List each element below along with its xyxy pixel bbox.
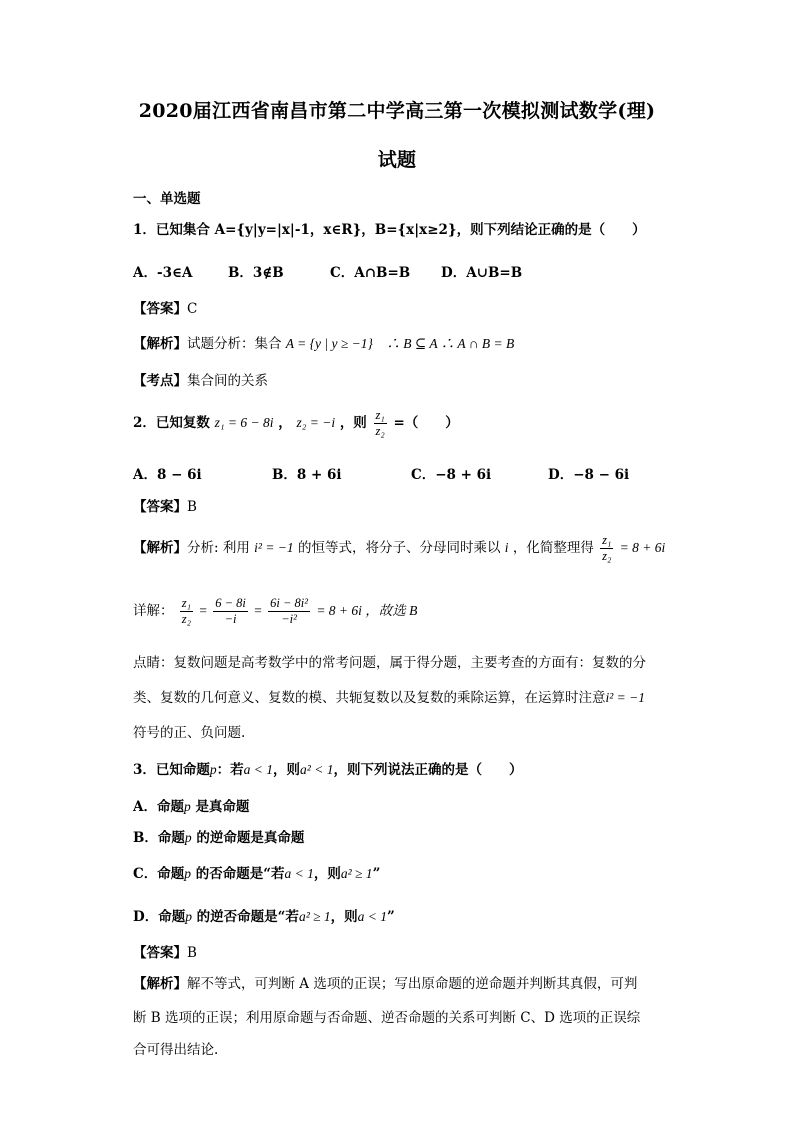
q2-detail-frac1-den: z₂ bbox=[181, 612, 192, 626]
q2-note-line3: 符号的正、负问题. bbox=[133, 725, 246, 741]
analysis-tag: 【解析】 bbox=[133, 336, 187, 352]
q1-answer-row bbox=[133, 297, 197, 317]
q3-optD-m1: a² ≥ 1 bbox=[298, 909, 331, 924]
q3-analysis-line1 bbox=[133, 972, 637, 992]
q1-kaodian-row bbox=[133, 369, 268, 389]
q2-analysis-i: i bbox=[504, 540, 509, 555]
q3-analysis-line2: 断 B 选项的正误；利用原命题与否命题、逆否命题的关系可判断 C、D 选项的正误综 bbox=[133, 1010, 641, 1026]
q3-m2: a² < 1 bbox=[300, 762, 334, 777]
q3-optD-p: p bbox=[185, 909, 192, 924]
analysis-tag: 【解析】 bbox=[133, 540, 187, 556]
q3-optC-p: p bbox=[184, 866, 191, 881]
q3-optB-a: B．命题 bbox=[133, 830, 185, 846]
q2-analysis-frac-num: z₁ bbox=[602, 533, 612, 547]
q3-optC-a: C．命题 bbox=[133, 866, 185, 882]
q3-optD-d: ” bbox=[387, 909, 395, 925]
q2-note-line1: 点睛：复数问题是高考数学中的常考问题，属于得分题，主要考查的方面有：复数的分 bbox=[133, 655, 646, 671]
q2-analysis-math1: i² = −1 bbox=[254, 540, 294, 555]
q3-stem-b: ：若 bbox=[216, 762, 244, 778]
q2-analysis-fraction bbox=[600, 533, 613, 564]
q2-stem-fraction bbox=[374, 408, 387, 439]
q3-optC-c: ，则 bbox=[313, 866, 341, 882]
q1-answer-value: C bbox=[187, 301, 198, 317]
q3-optB-b: 的逆命题是真命题 bbox=[196, 830, 305, 846]
q3-option-c bbox=[133, 862, 380, 882]
q2-option-a: A．8 − 6i bbox=[133, 467, 202, 483]
q3-answer-row bbox=[133, 941, 197, 961]
q1-stem: 1．已知集合 A={y|y=|x|-1，x∈R}，B={x|x≥2}，则下列结论正确的是（ ） bbox=[133, 222, 646, 238]
q3-optA-a: A．命题 bbox=[133, 799, 184, 815]
q2-analysis-result: = 8 + 6i bbox=[619, 540, 666, 555]
doc-title-line1: 2020届江西省南昌市第二中学高三第一次模拟测试数学(理) bbox=[138, 100, 656, 122]
q2-detail-frac2 bbox=[213, 596, 248, 627]
q2-detail-tail: = 8 + 6i ，故选 B bbox=[316, 603, 418, 618]
q2-stem-frac-den: z₂ bbox=[375, 424, 385, 438]
q2-detail-frac1 bbox=[180, 596, 193, 627]
q1-option-a: A．-3∈A bbox=[133, 265, 193, 281]
q2-analysis-row bbox=[133, 533, 665, 564]
q3-stem bbox=[133, 758, 522, 778]
q3-optD-a: D．命题 bbox=[133, 909, 186, 925]
q3-optA-p: p bbox=[183, 799, 191, 814]
q3-m1: a < 1 bbox=[243, 762, 274, 777]
q2-z1: z₁ = 6 − 8i bbox=[214, 415, 274, 430]
q2-note-line2-text: 类、复数的几何意义、复数的模、共轭复数以及复数的乘除运算，在运算时注意 bbox=[133, 690, 606, 706]
q3-optC-m2: a² ≥ 1 bbox=[340, 866, 373, 881]
q2-detail-frac3-den: −i² bbox=[281, 612, 297, 626]
q2-detail-frac2-num: 6 − 8i bbox=[215, 596, 246, 610]
q2-analysis-a: 分析: 利用 bbox=[187, 540, 250, 556]
q2-analysis-c: ，化简整理得 bbox=[512, 540, 594, 556]
q3-option-a bbox=[133, 795, 249, 815]
q3-option-d bbox=[133, 905, 395, 925]
q1-analysis-lead: 试题分析：集合 bbox=[187, 336, 282, 352]
q2-detail-row: 详解： $\frac{\text{z₁}}{\text{z₂}}$ = $\frac{6 - 8i}{-i}$ = $\frac{\text{6i − 8i²}}{\text{−i²}}$ = 8 + 6i ，故选 B bbox=[133, 596, 418, 626]
q2-note-math: i² = −1 bbox=[605, 690, 646, 705]
q1-analysis-row bbox=[133, 332, 514, 352]
analysis-tag: 【解析】 bbox=[133, 976, 187, 992]
q2-stem-mid: ，则 bbox=[339, 415, 367, 431]
q3-option-b bbox=[133, 826, 304, 846]
q2-stem-prefix: 2．已知复数 bbox=[133, 415, 210, 431]
q2-analysis-b: 的恒等式，将分子、分母同时乘以 bbox=[297, 540, 501, 556]
q2-stem-frac-num: z₁ bbox=[375, 408, 385, 422]
answer-tag: 【答案】 bbox=[133, 301, 187, 317]
doc-title-line2: 试题 bbox=[377, 149, 417, 171]
q2-stem-suffix: =（ ） bbox=[393, 415, 459, 431]
q2-answer-value: B bbox=[187, 499, 197, 515]
q3-optD-b: 的逆否命题是“若 bbox=[196, 909, 299, 925]
q3-answer-value: B bbox=[187, 945, 197, 961]
answer-tag: 【答案】 bbox=[133, 945, 187, 961]
section-heading: 一、单选题 bbox=[133, 191, 201, 207]
q1-analysis-math: A = {y | y ≥ −1} ∴ B ⊆ A ∴ A ∩ B = B bbox=[285, 336, 515, 351]
q3-stem-d: ，则下列说法正确的是（ ） bbox=[333, 762, 523, 778]
q2-detail-frac1-num: z₁ bbox=[181, 596, 192, 610]
q3-analysis-1: 解不等式，可判断 A 选项的正误；写出原命题的逆命题并判断其真假，可判 bbox=[187, 976, 638, 992]
q3-optA-b: 是真命题 bbox=[195, 799, 250, 815]
q2-detail-frac3 bbox=[268, 596, 310, 627]
q3-stem-a: 3．已知命题 bbox=[133, 762, 210, 778]
q2-detail-lead: 详解： bbox=[133, 603, 174, 619]
q1-option-d: D．A∪B=B bbox=[441, 265, 523, 281]
q2-option-b: B．8 + 6i bbox=[272, 467, 342, 483]
q3-optD-c: ，则 bbox=[330, 909, 358, 925]
q1-kaodian-value: 集合间的关系 bbox=[187, 373, 268, 389]
q2-detail-frac3-num: 6i − 8i² bbox=[270, 596, 309, 610]
q2-option-c: C．−8 + 6i bbox=[411, 467, 492, 483]
q2-answer-row bbox=[133, 495, 197, 515]
q1-option-b: B．3∉B bbox=[228, 265, 284, 281]
q3-optD-m2: a < 1 bbox=[357, 909, 388, 924]
q3-optB-p: p bbox=[184, 830, 192, 845]
q2-analysis-frac-den: z₂ bbox=[602, 549, 612, 563]
q2-detail-frac2-den: −i bbox=[224, 612, 237, 626]
q2-note-line2 bbox=[133, 686, 645, 706]
kaodian-tag: 【考点】 bbox=[133, 373, 187, 389]
q3-optC-d: ” bbox=[372, 866, 381, 882]
q3-p: p bbox=[209, 762, 217, 777]
q3-analysis-line3: 合可得出结论. bbox=[133, 1042, 219, 1058]
q2-option-d: D．−8 − 6i bbox=[548, 467, 630, 483]
q3-stem-c: ，则 bbox=[273, 762, 301, 778]
q2-stem: 2．已知复数 z₁ = 6 − 8i ， z₂ = −i ，则 $\frac{\text{z₁}}{\text{z₂}}$ =（ ） bbox=[133, 408, 459, 438]
q3-optC-m1: a < 1 bbox=[284, 866, 314, 881]
q1-option-c: C．A∩B=B bbox=[330, 265, 411, 281]
q3-optC-b: 的否命题是“若 bbox=[195, 866, 285, 882]
q2-z2: z₂ = −i bbox=[296, 415, 336, 430]
answer-tag: 【答案】 bbox=[133, 499, 187, 515]
